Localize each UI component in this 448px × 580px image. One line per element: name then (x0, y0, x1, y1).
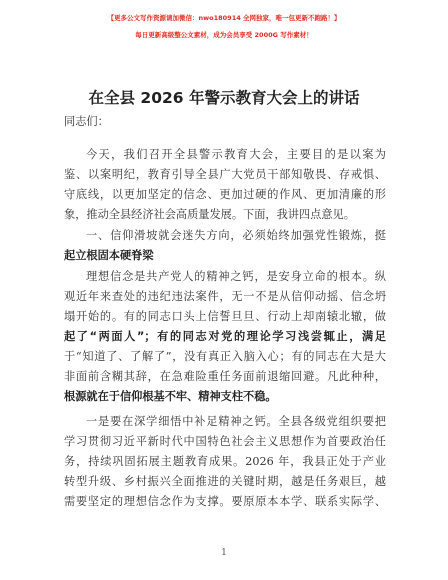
body-line: 塌开始的。有的同志口头上信誓旦旦、行动上却南辕北辙，做 (64, 310, 386, 323)
promo-banner-line-1: 【更多公文写作资源请加微信：nwo180914 全网独家，唯一包更新不跑路！】 (107, 14, 341, 22)
section-heading: 一、信仰滑坡就会迷失方向，必须始终加强党性锻炼，挺 (86, 229, 386, 242)
salutation: 同志们： (64, 115, 109, 128)
body-line: 学习贯彻习近平新时代中国特色社会主义思想作为首要政治任 (64, 435, 386, 448)
body-line: 一是要在深学细悟中补足精神之钙。全县各级党组织要把 (86, 415, 386, 428)
body-line: 观近年来查处的违纪违法案件，无一不是从信仰动摇、信念坍 (64, 290, 386, 303)
body-line: 务，持续巩固拓展主题教育成果。2026 年，我县正处于产业 (64, 455, 386, 468)
body-line: 理想信念是共产党人的精神之钙，是安身立命的根本。纵 (86, 270, 386, 283)
body-line-emphasis: 根源就在于信仰根基不牢、精神支柱不稳。 (64, 390, 277, 403)
body-line: 非面前含糊其辞，在急难险重任务面前退缩回避。凡此种种， (64, 370, 386, 383)
page-number: 1 (221, 548, 227, 558)
body-line: 今天，我们召开全县警示教育大会，主要目的是以案为 (86, 148, 386, 161)
body-line: 象，推动全县经济社会高质量发展。下面，我讲四点意见。 (64, 208, 355, 221)
promo-banner-line-2: 每日更新高级整公文素材，成为会员享受 2000G 写作素材！ (135, 31, 313, 39)
body-line-emphasis: 起了“两面人”；有的同志对党的理论学习浅尝辄止，满足 (64, 330, 386, 343)
section-heading-continued: 起立根固本硬脊梁 (64, 249, 154, 262)
document-title: 在全县 2026 年警示教育大会上的讲话 (88, 89, 360, 107)
body-line: 需要坚定的理想信念作为支撑。要原原本本学、联系实际学、 (64, 495, 386, 508)
body-line: 转型升级、乡村振兴全面推进的关键时期，越是任务艰巨，越 (64, 475, 386, 488)
body-line: 守底线，以更加坚定的信念、更加过硬的作风、更加清廉的形 (64, 188, 386, 201)
body-line-emphasis: 于“知道了、了解了”，没有真正入脑入心；有的同志在大是大 (64, 350, 386, 363)
body-line: 鉴、以案明纪，教育引导全县广大党员干部知敬畏、存戒惧、 (64, 168, 386, 181)
